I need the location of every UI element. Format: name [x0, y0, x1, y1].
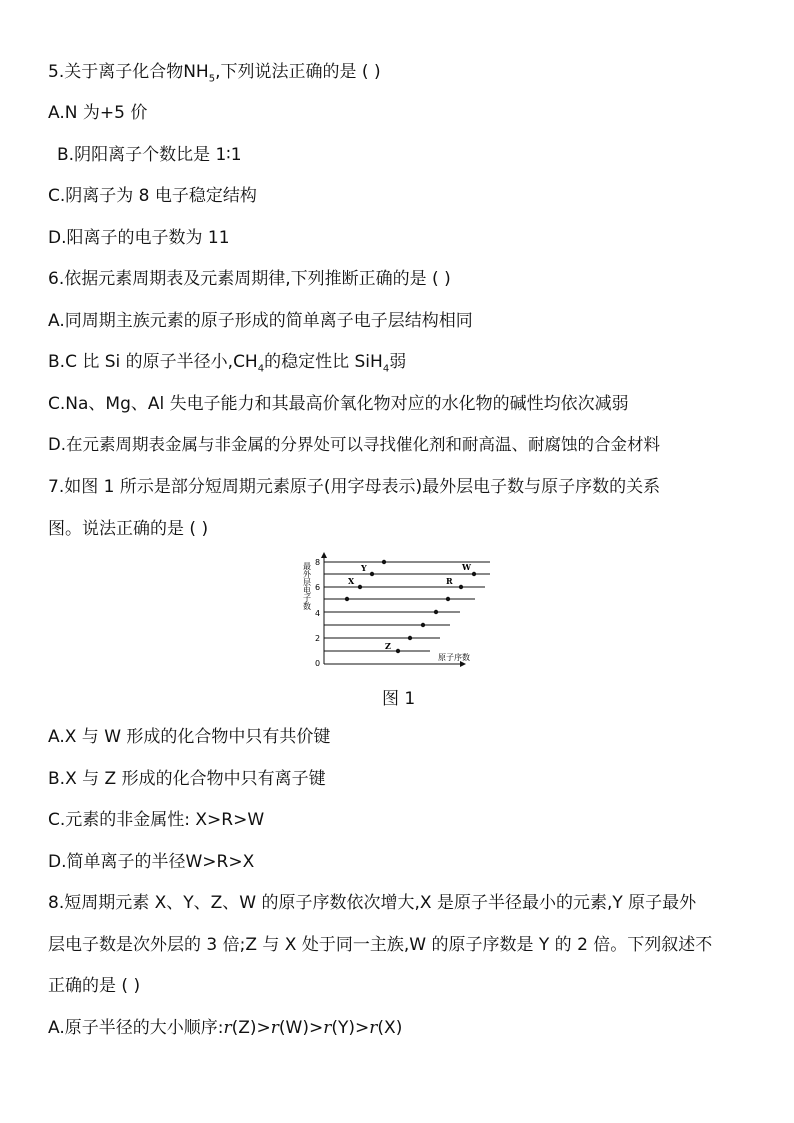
- q6-option-b-sub1: 4: [257, 363, 265, 375]
- q8-option-a-prefix: A.原子半径的大小顺序:: [48, 1018, 224, 1038]
- point-Y: [370, 572, 374, 576]
- q8-stem-line2: 层电子数是次外层的 3 倍;Z 与 X 处于同一主族,W 的原子序数是 Y 的 2 倍。下列叙述不: [48, 935, 713, 955]
- ytick-8: 8: [315, 558, 321, 567]
- radius-symbol: r: [270, 1018, 279, 1038]
- label-X: X: [348, 576, 355, 586]
- radius-symbol: r: [323, 1018, 332, 1038]
- q5-option-c: C.阴离子为 8 电子稳定结构: [48, 186, 257, 206]
- label-R: R: [446, 576, 453, 586]
- radius-term: (W)>: [278, 1018, 324, 1038]
- y-axis-arrow: [321, 552, 327, 558]
- q6-option-b-part2: 的稳定性比 SiH: [264, 352, 383, 372]
- figure-caption: 图 1: [382, 689, 416, 709]
- label-Z: Z: [385, 641, 391, 651]
- ytick-4: 4: [315, 609, 321, 618]
- q5-option-d: D.阳离子的电子数为 11: [48, 228, 230, 248]
- q8-stem-line3: 正确的是 ( ): [48, 976, 141, 996]
- q7-stem-line2: 图。说法正确的是 ( ): [48, 519, 209, 539]
- q8-option-a: [48, 1017, 402, 1039]
- q5-option-a: A.N 为+5 价: [48, 103, 148, 123]
- q8-stem-line1: 8.短周期元素 X、Y、Z、W 的原子序数依次增大,X 是原子半径最小的元素,Y 原子最外: [48, 893, 697, 913]
- q6-option-a: A.同周期主族元素的原子形成的简单离子电子层结构相同: [48, 311, 473, 331]
- q7-option-b: B.X 与 Z 形成的化合物中只有离子键: [48, 769, 326, 789]
- radius-term: (Y)>: [331, 1018, 370, 1038]
- q6-option-b-sub2: 4: [382, 363, 390, 375]
- ytick-6: 6: [315, 583, 321, 592]
- radius-symbol: r: [369, 1018, 378, 1038]
- point-W: [472, 572, 476, 576]
- q6-option-b-part3: 弱: [389, 352, 407, 372]
- q6-option-d: D.在元素周期表金属与非金属的分界处可以寻找催化剂和耐高温、耐腐蚀的合金材料: [48, 435, 660, 454]
- y-axis-label: 最外层电子数: [302, 562, 312, 610]
- q7-figure: [300, 552, 500, 672]
- x-axis-label: 原子序数: [438, 653, 470, 662]
- q7-option-c: C.元素的非金属性: X>R>W: [48, 810, 265, 830]
- q6-option-b-part1: B.C 比 Si 的原子半径小,CH: [48, 352, 258, 372]
- label-Y: Y: [361, 563, 367, 573]
- label-W: W: [462, 562, 471, 572]
- point-Z: [396, 649, 400, 653]
- radius-term: (X): [377, 1018, 403, 1038]
- point-5a: [345, 597, 349, 601]
- q7-option-a: A.X 与 W 形成的化合物中只有共价键: [48, 727, 331, 747]
- ytick-2: 2: [315, 634, 321, 643]
- q5-stem: [48, 61, 381, 90]
- q7-option-d: D.简单离子的半径W>R>X: [48, 852, 255, 872]
- q5-stem-text: 5.关于离子化合物NH: [48, 62, 209, 82]
- ytick-0: 0: [315, 659, 321, 668]
- point-8: [382, 560, 386, 564]
- q5-option-b: B.阴阳离子个数比是 1∶1: [57, 145, 242, 165]
- point-4: [434, 610, 438, 614]
- point-2: [408, 636, 412, 640]
- q5-stem-subscript: 5: [208, 73, 216, 85]
- q6-option-c: C.Na、Mg、Al 失电子能力和其最高价氧化物对应的水化物的碱性均依次减弱: [48, 394, 629, 414]
- point-5b: [446, 597, 450, 601]
- q5-stem-tail: ,下列说法正确的是 ( ): [215, 62, 381, 82]
- point-3: [421, 623, 425, 627]
- q6-stem: 6.依据元素周期表及元素周期律,下列推断正确的是 ( ): [48, 269, 451, 289]
- q6-option-b: [48, 351, 406, 380]
- q7-stem-line1: 7.如图 1 所示是部分短周期元素原子(用字母表示)最外层电子数与原子序数的关系: [48, 477, 661, 497]
- radius-symbol: r: [223, 1018, 232, 1038]
- radius-term: (Z)>: [231, 1018, 271, 1038]
- point-X: [358, 585, 362, 589]
- point-R: [459, 585, 463, 589]
